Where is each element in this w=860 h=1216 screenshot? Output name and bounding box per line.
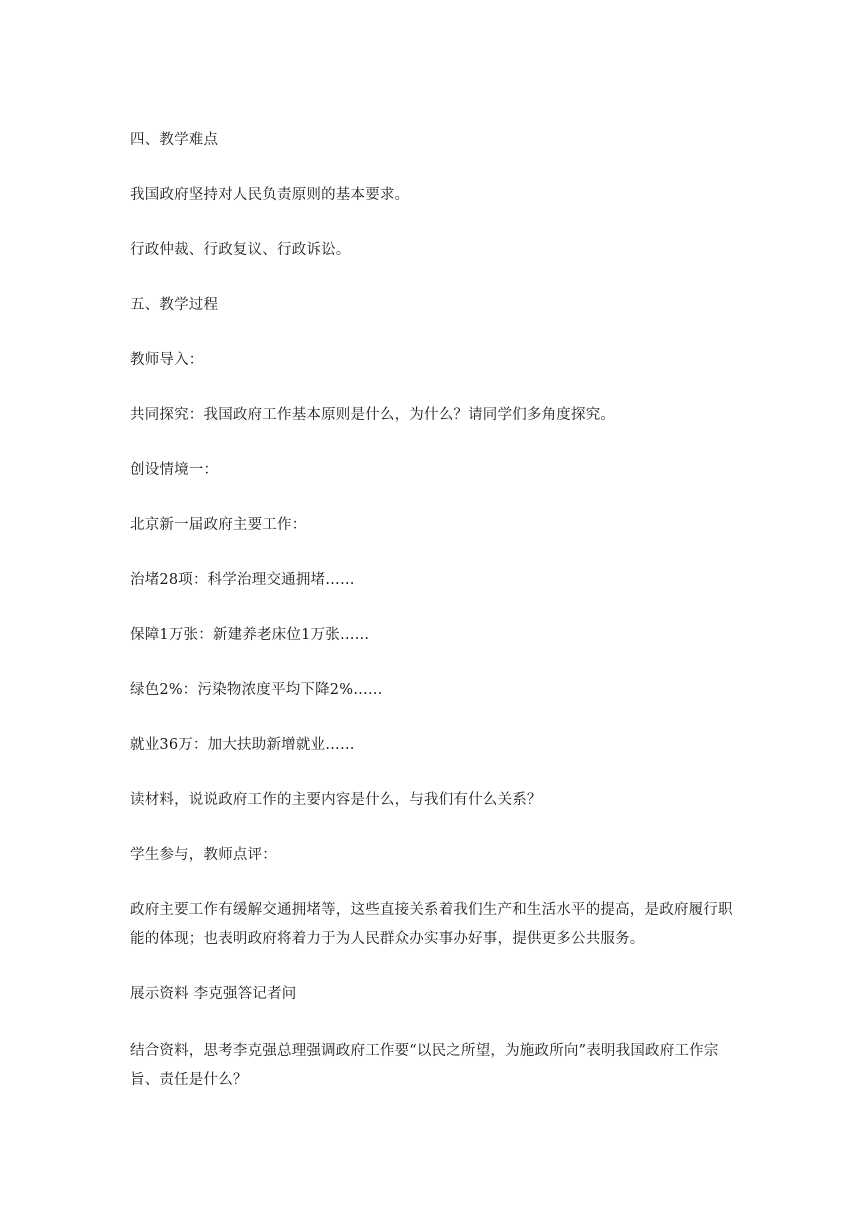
paragraph-difficulty-2: 行政仲裁、行政复议、行政诉讼。 xyxy=(130,242,351,258)
paragraph-combine-materials: 结合资料，思考李克强总理强调政府工作要“以民之所望，为施政所向”表明我国政府工作宗旨、责任是什么？ xyxy=(130,1043,719,1088)
paragraph-student-participation: 学生参与，教师点评： xyxy=(130,847,277,863)
paragraph-elderly-beds: 保障1万张：新建养老床位1万张…… xyxy=(130,627,370,643)
paragraph-scenario-one: 创设情境一： xyxy=(130,462,219,478)
paragraph-employment: 就业36万：加大扶助新增就业…… xyxy=(130,737,355,753)
paragraph-beijing-work: 北京新一届政府主要工作： xyxy=(130,517,307,533)
paragraph-read-material: 读材料，说说政府工作的主要内容是什么，与我们有什么关系？ xyxy=(130,792,542,808)
paragraph-government-work-summary: 政府主要工作有缓解交通拥堵等，这些直接关系着我们生产和生活水平的提高，是政府履行职能的体现；也表明政府将着力于为人民群众办实事办好事，提供更多公共服务。 xyxy=(130,902,733,947)
paragraph-traffic: 治堵28项：科学治理交通拥堵…… xyxy=(130,572,355,588)
paragraph-difficulty-1: 我国政府坚持对人民负责原则的基本要求。 xyxy=(130,187,410,203)
document-body xyxy=(130,126,740,1121)
heading-teaching-process: 五、教学过程 xyxy=(130,297,219,313)
paragraph-show-materials: 展示资料 李克强答记者问 xyxy=(130,986,297,1002)
paragraph-green: 绿色2%：污染物浓度平均下降2%…… xyxy=(130,682,383,698)
paragraph-teacher-intro: 教师导入： xyxy=(130,352,204,368)
paragraph-joint-inquiry: 共同探究：我国政府工作基本原则是什么，为什么？请同学们多角度探究。 xyxy=(130,407,616,423)
heading-teaching-difficulties: 四、教学难点 xyxy=(130,132,219,148)
